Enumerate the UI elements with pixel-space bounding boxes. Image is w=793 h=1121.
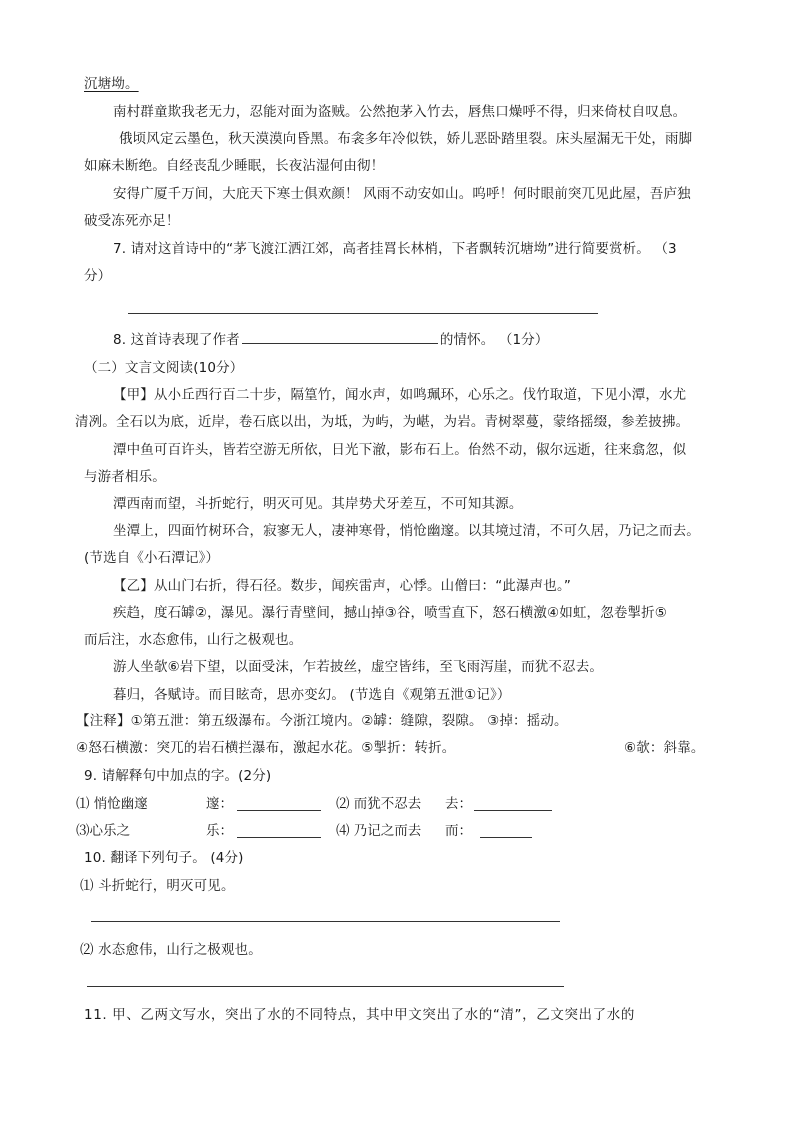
passage-jia-p2-line-1: 潭中鱼可百许头，皆若空游无所依，日光下澈，影布石上。佁然不动，俶尔远逝，往来翕忽，似 bbox=[113, 442, 687, 458]
poem-line-fragment: 沉塘坳。 bbox=[84, 76, 139, 92]
passage-yi-p1: 【乙】从山门右折，得石径。数步，闻疾雷声，心悸。山僧曰：“此瀑声也。” bbox=[113, 578, 571, 594]
passage-yi-p3: 游人坐欹⑥岩下望，以面受沫，乍若披丝，虚空皆纬，至飞雨泻崖，而犹不忍去。 bbox=[113, 659, 604, 675]
poem-paragraph-3-line-2: 破受冻死亦足！ bbox=[84, 213, 180, 229]
annotation-line-2-end: ⑥欹：斜靠。 bbox=[624, 740, 705, 756]
q9-item-2: ⑵ 而犹不忍去 bbox=[336, 796, 422, 812]
answer-blank-q8[interactable] bbox=[242, 331, 438, 344]
passage-jia-p3: 潭西南而望，斗折蛇行，明灭可见。其岸势犬牙差互，不可知其源。 bbox=[113, 496, 523, 512]
annotation-line-2: ④怒石横激：突兀的岩石横拦瀑布，激起水花。⑤掣折：转折。 bbox=[76, 740, 456, 756]
question-11: 11. 甲、乙两文写水，突出了水的不同特点，其中甲文突出了水的“清”，乙文突出了水的 bbox=[84, 1007, 635, 1023]
question-9: 9. 请解释句中加点的字。(2分) bbox=[84, 768, 272, 784]
q9-item-1: ⑴ 悄怆幽邃 bbox=[76, 796, 148, 812]
q9-item-2-label: 去： bbox=[445, 796, 472, 812]
passage-yi-p2-line-1: 疾趋，度石罅②，瀑见。瀑行青壁间，撼山掉③谷，喷雪直下，怒石横激④如虹，忽卷掣折⑤ bbox=[113, 605, 668, 621]
answer-line-q10-1[interactable] bbox=[91, 921, 560, 922]
question-8-suffix: 的情怀。 （1分） bbox=[439, 332, 549, 348]
answer-line-q7[interactable] bbox=[128, 313, 598, 314]
answer-blank-q9-4[interactable] bbox=[480, 837, 532, 838]
passage-yi-p4: 暮归，各赋诗。而目眩奇，思亦变幻。 (节选自《观第五泄①记》） bbox=[113, 687, 511, 703]
q9-item-3-label: 乐： bbox=[206, 823, 233, 839]
answer-blank-q9-2[interactable] bbox=[474, 810, 552, 811]
q10-sentence-2: ⑵ 水态愈伟，山行之极观也。 bbox=[80, 942, 262, 958]
question-10: 10. 翻译下列句子。 (4分) bbox=[84, 850, 244, 866]
question-8 bbox=[113, 331, 549, 349]
passage-jia-p1-line-1: 【甲】从小丘西行百二十步，隔篁竹，闻水声，如鸣珮环，心乐之。伐竹取道，下见小潭，水尤 bbox=[113, 387, 687, 403]
q9-item-1-label: 邃： bbox=[206, 796, 233, 812]
passage-jia-source: (节选自《小石潭记》） bbox=[84, 550, 220, 566]
question-8-prefix: 8. 这首诗表现了作者 bbox=[113, 332, 240, 348]
passage-jia-p1-line-2: 清冽。全石以为底，近岸，卷石底以出，为坻，为屿，为嵁，为岩。青树翠蔓，蒙络摇缀，参差披拂。 bbox=[75, 414, 690, 430]
question-7-continuation: 分） bbox=[84, 268, 112, 284]
question-7: 7. 请对这首诗中的“茅飞渡江洒江郊，高者挂罥长林梢，下者飘转沉塘坳”进行简要赏析。 （3 bbox=[113, 241, 677, 257]
q9-item-4: ⑷ 乃记之而去 bbox=[336, 823, 422, 839]
answer-line-q10-2[interactable] bbox=[87, 986, 564, 987]
poem-paragraph-2-line-2: 如麻未断绝。自经丧乱少睡眠，长夜沾湿何由彻！ bbox=[84, 158, 385, 174]
q9-item-4-label: 而： bbox=[445, 823, 472, 839]
answer-blank-q9-3[interactable] bbox=[237, 837, 321, 838]
passage-yi-p2-line-2: 而后注，水态愈伟，山行之极观也。 bbox=[84, 632, 303, 648]
poem-paragraph-2-line-1: 俄顷风定云墨色，秋天漠漠向昏黑。布衾多年冷似铁，娇儿恶卧踏里裂。床头屋漏无干处，雨脚 bbox=[119, 131, 693, 147]
section-heading-classical: （二）文言文阅读(10分） bbox=[84, 360, 244, 376]
poem-paragraph-1: 南村群童欺我老无力，忍能对面为盗贼。公然抱茅入竹去，唇焦口燥呼不得，归来倚杖自叹息。 bbox=[113, 104, 687, 120]
poem-paragraph-3-line-1: 安得广厦千万间，大庇天下寒士俱欢颜！ 风雨不动安如山。呜呼！何时眼前突兀见此屋，吾庐独 bbox=[113, 186, 691, 202]
passage-jia-p4: 坐潭上，四面竹树环合，寂寥无人，凄神寒骨，悄怆幽邃。以其境过清，不可久居，乃记之而去。 bbox=[113, 523, 700, 539]
answer-blank-q9-1[interactable] bbox=[237, 810, 321, 811]
q10-sentence-1: ⑴ 斗折蛇行，明灭可见。 bbox=[80, 878, 235, 894]
annotation-line-1: 【注释】①第五泄：第五级瀑布。今浙江境内。②罅：缝隙，裂隙。 ③掉：摇动。 bbox=[76, 713, 568, 729]
q9-item-3: ⑶心乐之 bbox=[76, 823, 130, 839]
passage-jia-p2-line-2: 与游者相乐。 bbox=[84, 469, 166, 485]
